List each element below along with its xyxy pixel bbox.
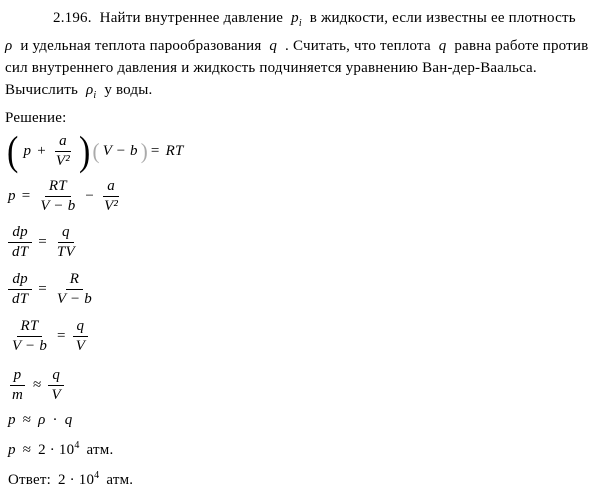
var-rho: ρ [5, 38, 13, 54]
formula-numeric-result [8, 436, 605, 460]
solution-label [5, 107, 605, 129]
var-rho-i [85, 82, 97, 101]
var-q: q [64, 412, 73, 428]
denominator: V² [104, 198, 119, 214]
problem-line-2 [5, 35, 605, 57]
approx-sign: ≈ [22, 412, 32, 428]
numerator: a [103, 178, 119, 197]
numerator: a [55, 133, 71, 152]
numerator: dp [8, 271, 31, 290]
formula-p-rho-q [8, 410, 605, 430]
left-big-paren: ( [7, 127, 19, 174]
denominator: V [51, 387, 61, 403]
expr-v-minus-b: V − b [102, 142, 138, 159]
denominator: V² [55, 152, 70, 169]
var-q: q [438, 38, 447, 54]
formula-dpdt-van-der-waals [8, 271, 605, 308]
numerator: p [10, 367, 26, 386]
problem-line-3 [5, 57, 605, 79]
fraction-p-over-m [8, 367, 27, 404]
equals-sign: = [57, 328, 66, 344]
denominator: m [12, 387, 24, 403]
problem-line-4 [5, 79, 605, 107]
numeric-value [38, 436, 79, 460]
fraction-a-over-v2 [100, 178, 122, 215]
approx-sign: ≈ [33, 377, 42, 393]
denominator: V − b [40, 198, 76, 214]
solution-label-text: Решение: [5, 110, 67, 126]
fraction-q-over-tv [53, 224, 79, 261]
exponent-4: 4 [74, 440, 80, 451]
solution-formulas [7, 127, 605, 490]
fraction-q-over-v [72, 318, 89, 355]
answer-value [58, 466, 99, 490]
mantissa: 2 · 10 [57, 472, 95, 488]
subscript-i: i [298, 18, 302, 29]
formula-van-der-waals [7, 127, 605, 174]
mantissa: 2 · 10 [38, 442, 75, 458]
problem-text: и удельная теплота парообразования [20, 38, 262, 54]
fraction-r-over-v-minus-b [53, 271, 96, 308]
denominator: dT [12, 244, 29, 260]
problem-text: равна работе против [454, 38, 589, 54]
dot-operator: · [52, 412, 58, 428]
answer-line [8, 466, 605, 490]
formula-equated [8, 318, 605, 355]
numerator: RT [45, 178, 71, 197]
var-p: p [23, 142, 32, 159]
formula-clausius-clapeyron [8, 224, 605, 261]
problem-number: 2.196. [53, 10, 92, 26]
problem-text: Найти внутреннее давление [99, 10, 284, 26]
plus-sign: + [37, 142, 46, 159]
var-p-i [291, 10, 302, 29]
problem-text: . Считать, что теплота [285, 38, 431, 54]
problem-text: Вычислить [5, 82, 79, 98]
exponent-4: 4 [94, 470, 100, 481]
denominator: dT [12, 291, 29, 307]
problem-text: в жидкости, если известны ее плотность [309, 10, 576, 26]
numerator: q [73, 318, 89, 337]
fraction-dp-over-dt [8, 271, 32, 308]
denominator: V [75, 338, 86, 354]
var-p: p [8, 412, 16, 428]
equals-sign: = [21, 188, 31, 204]
var-p: p [8, 188, 16, 204]
problem-text: у воды. [104, 82, 153, 98]
var-p: p [291, 10, 299, 26]
subscript-i: i [93, 90, 97, 101]
approx-sign: ≈ [22, 442, 32, 458]
equals-sign: = [150, 142, 160, 159]
formula-approx-ratio [8, 367, 605, 404]
fraction-q-over-v [47, 367, 64, 404]
equals-sign: = [38, 281, 47, 297]
numerator: q [48, 367, 64, 386]
equals-sign: = [38, 234, 47, 250]
problem-text: сил внутреннего давления и жидкость подчиняется уравнению Ван-дер-Ваальса. [5, 60, 537, 76]
fraction-dp-over-dt [8, 224, 32, 261]
numerator: q [58, 224, 74, 243]
fraction-rt-over-v-minus-b [36, 178, 79, 215]
var-rho: ρ [85, 82, 94, 98]
var-q: q [269, 38, 278, 54]
minus-sign: − [85, 188, 95, 204]
denominator: TV [56, 244, 75, 260]
right-paren: ) [140, 137, 148, 164]
denominator: V − b [56, 291, 92, 307]
fraction-rt-over-v-minus-b [8, 318, 51, 355]
unit-atm: атм. [86, 442, 114, 458]
answer-label: Ответ: [8, 472, 51, 488]
fraction-a-over-v2 [52, 133, 74, 170]
denominator: V − b [12, 338, 48, 354]
numerator: RT [17, 318, 43, 337]
var-rt: RT [165, 142, 184, 159]
numerator: R [66, 271, 83, 290]
answer-unit: атм. [106, 472, 134, 488]
problem-line-1 [5, 7, 605, 35]
var-p: p [8, 442, 16, 458]
numerator: dp [8, 224, 31, 243]
formula-pressure-explicit [8, 178, 605, 215]
problem-statement [5, 7, 605, 129]
right-big-paren: ) [78, 127, 91, 174]
left-paren: ( [92, 137, 100, 164]
var-rho: ρ [38, 412, 46, 428]
